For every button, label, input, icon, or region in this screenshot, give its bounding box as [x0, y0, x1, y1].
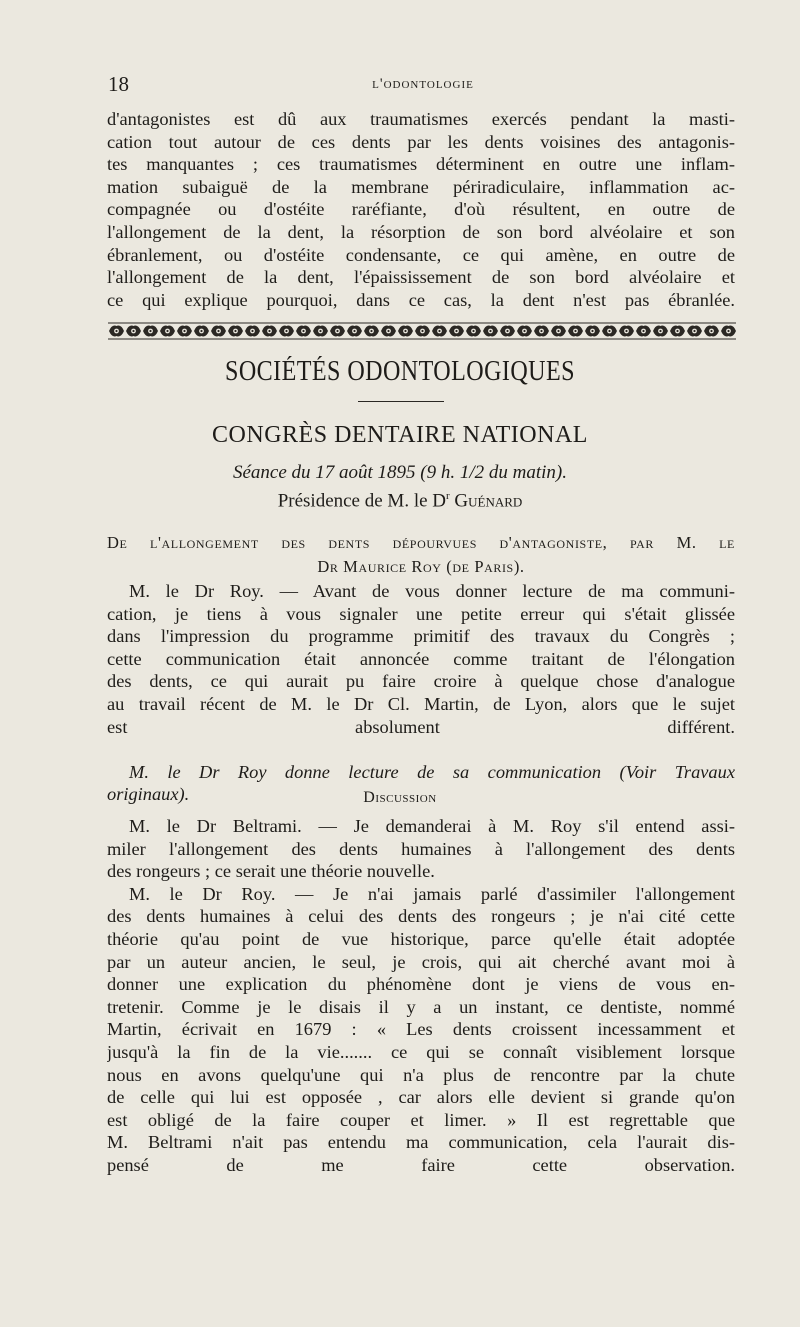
text-line: M. le Dr Beltrami. — Je demanderai à M. Roy s'il entend assi-	[129, 816, 735, 836]
text-line: des dents humaines à celui des dents des rongeurs ; je n'ai cité cette	[107, 906, 735, 927]
text-line: ébranlement, ou d'ostéite condensante, ce qui amène, en outre de	[107, 244, 735, 265]
text-line: De l'allongement des dents dépourvues d'antagoniste, par M. le	[107, 533, 735, 552]
text-line	[107, 1199, 735, 1222]
text-line: des rongeurs ; ce serait une théorie nouvelle.	[107, 861, 435, 882]
text-line: mation subaiguë de la membrane périradiculaire, inflammation ac-	[107, 176, 735, 197]
text-line: cation tout autour de ces dents par les dents voisines des antagonis-	[107, 131, 735, 152]
text-line: compagnée ou d'ostéite raréfiante, d'où résultent, en outre de	[107, 199, 735, 220]
text-line: M. le Dr Roy. — Avant de vous donner lecture de ma communi-	[129, 581, 735, 601]
text-line: originaux).	[107, 784, 190, 805]
text-line: jusqu'à la fin de la vie....... ce qui se connaît visiblement lorsque	[107, 1041, 735, 1062]
session-line: Séance du 17 août 1895 (9 h. 1/2 du matin).	[232, 462, 568, 483]
text-line: tes manquantes ; ces traumatismes déterminent en outre une inflam-	[107, 154, 735, 175]
text-line: ce qui explique pourquoi, dans ce cas, la dent n'est pas ébranlée.	[107, 289, 735, 310]
text-line: tretenir. Comme je le disais il y a un instant, ce dentiste, nommé	[107, 996, 735, 1017]
text-line: cette communication était annoncée comme traitant de l'élongation	[107, 648, 735, 669]
text-line: est absolument différent.	[107, 716, 735, 737]
title-rule	[358, 401, 444, 402]
text-line: M. Beltrami n'ait pas entendu ma communication, cela l'aurait dis-	[107, 1132, 735, 1153]
text-line: l'allongement de la dent, la résorption de son bord alvéolaire et son	[107, 221, 735, 242]
discussion-heading: Discussion	[363, 789, 437, 806]
text-line: par un auteur ancien, le seul, je crois, qui ait cherché avant moi à	[107, 951, 735, 972]
text-line: nous en avons quelqu'une qui n'a plus de rencontre par la chute	[107, 1064, 735, 1085]
text-line: M. le Dr Roy. — Je n'ai jamais parlé d'assimiler l'allongement	[129, 883, 735, 904]
communication-title	[107, 531, 735, 579]
section-title: SOCIÉTÉS ODONTOLOGIQUES	[225, 356, 575, 387]
text-line: M. le Dr Roy donne lecture de sa communication (Voir Travaux	[129, 761, 735, 782]
text-line	[107, 738, 735, 761]
text-line: pensé de me faire cette observation.	[107, 1154, 735, 1175]
text-line: au travail récent de M. le Dr Cl. Martin, de Lyon, alors que le sujet	[107, 693, 735, 714]
text-line: miler l'allongement des dents humaines à l'allongement des dents	[107, 838, 735, 859]
text-line: l'allongement de la dent, l'épaississement de son bord alvéolaire et	[107, 267, 735, 288]
text-line: théorie qu'au point de vue historique, parce qu'elle était adoptée	[107, 928, 735, 949]
text-line: des dents, ce qui aurait pu faire croire à quelque chose d'analogue	[107, 671, 735, 692]
congress-title: CONGRÈS DENTAIRE NATIONAL	[212, 422, 588, 448]
page-header	[108, 72, 738, 102]
text-line: Dr Maurice Roy (de Paris).	[317, 557, 525, 576]
text-line: donner une explication du phénomène dont je viens de vous en-	[107, 974, 735, 995]
roy-paragraph	[107, 580, 735, 806]
presidency-line: Présidence de M. le $D^r$ Guénard	[277, 490, 523, 512]
text-line	[107, 1177, 735, 1200]
running-head: l'odontologie	[372, 76, 474, 92]
page-number: 18	[108, 72, 129, 96]
text-line: cation, je tiens à vous signaler une petite erreur qui s'était glissée	[107, 603, 735, 624]
text-line: d'antagonistes est dû aux traumatismes exercés pendant la masti-	[107, 109, 735, 129]
opening-paragraph	[107, 108, 735, 334]
decorative-ornament-band	[108, 322, 736, 342]
text-line: de celle qui lui est opposée , car alors elle devient si grande qu'on	[107, 1087, 735, 1108]
discussion-text	[107, 815, 735, 1222]
text-line: est obligé de la faire couper et limer. » Il est regrettable que	[107, 1109, 735, 1130]
text-line: Martin, écrivait en 1679 : « Les dents croissent incessamment et	[107, 1019, 735, 1040]
text-line: dans l'impression du programme primitif des travaux du Congrès ;	[107, 626, 735, 647]
